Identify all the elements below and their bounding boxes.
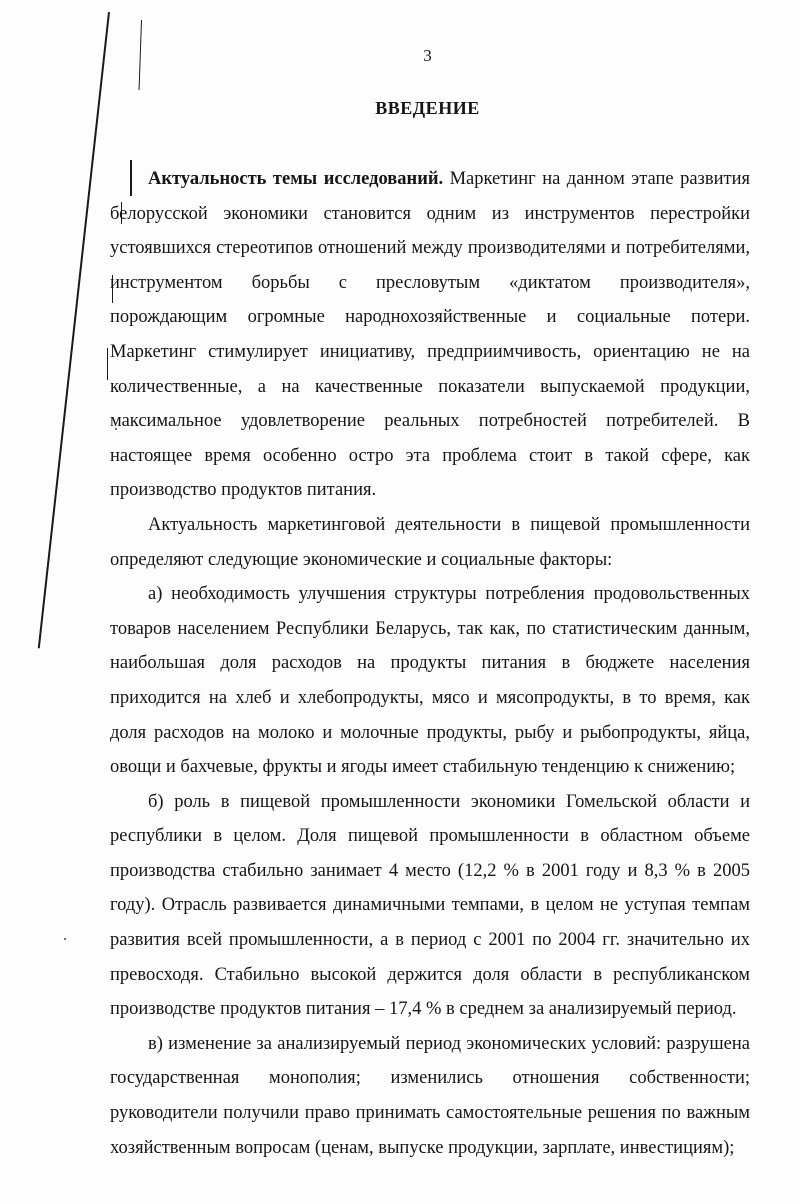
margin-mark-4 [107,348,108,380]
paragraph-text: Актуальность маркетинговой деятельности в пищевой промышленности определяют следующие экономические и социальные факторы: [110,514,750,570]
paragraph-factor-b [110,785,750,1027]
paragraph-factors-intro [110,508,750,577]
paragraph-lead: Актуальность темы исследований. [148,169,444,189]
scan-speck [64,938,66,940]
body-text [110,162,750,1165]
page-number: 3 [423,46,432,65]
paragraph-text: а) необходимость улучшения структуры потребления продовольственных товаров населением Республики Беларусь, так как, по статистическим данным, наибольшая доля расходов на продукты питания в бюджете населения приходится на хлеб и хлебопродукты, мясо и мясопродукты, в то время, как доля расходов на молоко и молочные продукты, рыбу и рыбопродукты, яйца, овощи и бахчевые, фрукты и ягоды имеет стабильную тенденцию к снижению; [110,584,750,778]
paragraph-text: Маркетинг на данном этапе развития белорусской экономики становится одним из инструментов перестройки устоявшихся стереотипов отношений между производителями и потребителями, инструментом борьбы с пресловутым «диктатом производителя», порождающим огромные народнохозяйственные и социальные потери. Маркетинг стимулирует инициативу, предприимчивость, ориентацию не на количественные, а на качественные показатели выпускаемой продукции, максимальное удовлетворение реальных потребностей потребителей. В настоящее время особенно остро эта проблема стоит в такой сфере, как производство продуктов питания. [110,169,750,501]
paragraph-relevance [110,162,750,508]
section-title: ВВЕДЕНИЕ [375,98,480,118]
paragraph-text: б) роль в пищевой промышленности экономики Гомельской области и республики в целом. Доля пищевой промышленности в областном объеме производства стабильно занимает 4 место (12,2 % в 2001 году и 8,3 % в 2005 году). Отрасль развивается динамичными темпами, в целом не уступая темпам развития всей промышленности, а в период с 2001 по 2004 гг. значительно их превосходя. Стабильно высокой держится доля области в республиканском производстве продуктов питания – 17,4 % в среднем за анализируемый период. [110,791,750,1020]
paragraph-factor-c [110,1027,750,1165]
paragraph-text: в) изменение за анализируемый период экономических условий: разрушена государственная монополия; изменились отношения собственности; руководители получили право принимать самостоятельные решения по важным хозяйственным вопросам (ценам, выпуске продукции, зарплате, инвестициям); [110,1033,750,1158]
paragraph-factor-a [110,577,750,785]
